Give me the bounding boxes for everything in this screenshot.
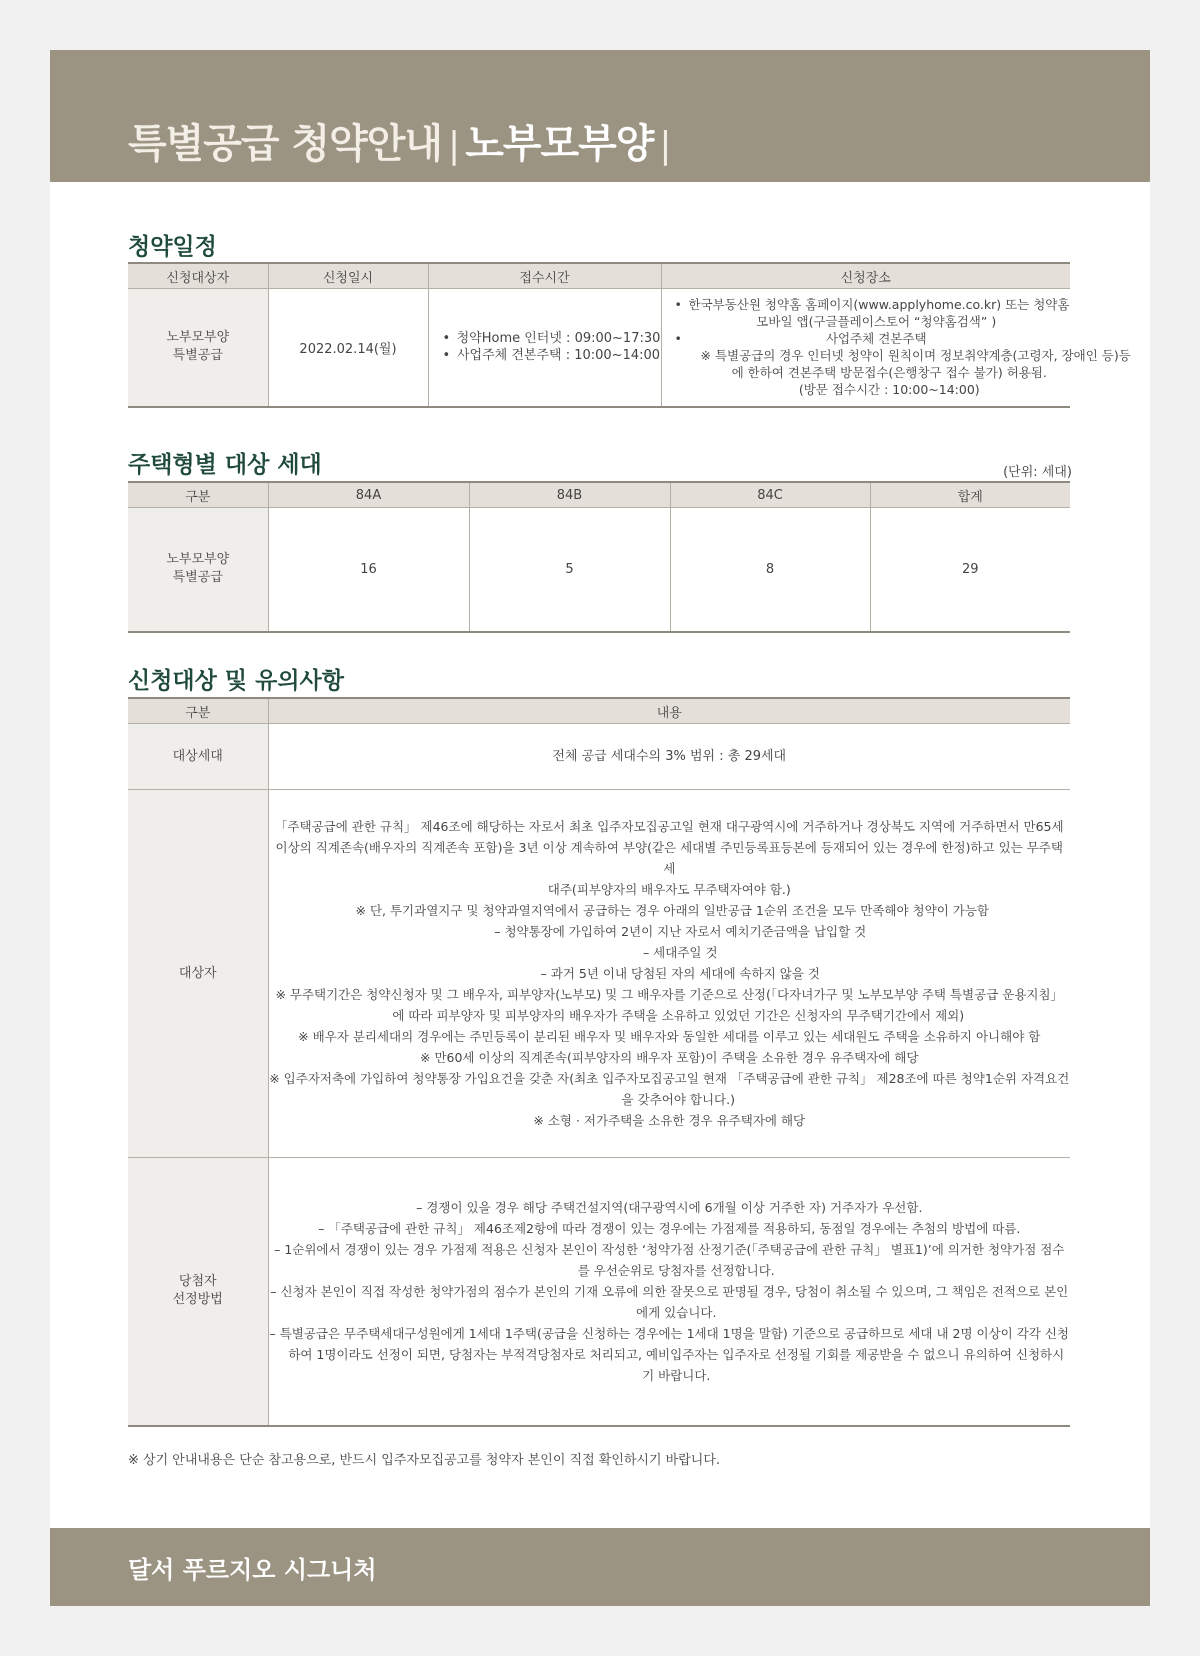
households-value-total: 29 [870, 508, 1070, 632]
schedule-table [128, 262, 1131, 408]
households-value-84c: 8 [670, 508, 870, 632]
eligibility-row-selection [128, 1158, 1070, 1426]
households-value-84a: 16 [268, 508, 469, 632]
schedule-place-note-1: ※ 특별공급의 경우 인터넷 청약이 원칙이며 정보취약계층(고령자, 장애인 등)등 [700, 348, 1131, 364]
eligibility-col-type: 구분 [128, 698, 268, 724]
households-title: 주택형별 대상 세대 [128, 451, 322, 478]
schedule-target-line2: 특별공급 [172, 348, 223, 364]
households-col-84a: 84A [268, 482, 469, 508]
selection-line-2: – 「주택공급에 관한 규칙」 제46조제2항에 따라 경쟁이 있는 경우에는 가점제를 적용하되, 동점일 경우에는 추첨의 방법에 따름. [318, 1220, 1021, 1236]
households-value-84b: 5 [469, 508, 670, 632]
eligibility-applicant-label: 대상자 [128, 790, 268, 1158]
eligibility-table [128, 697, 1070, 1427]
schedule-col-date: 신청일시 [268, 263, 428, 289]
applicant-line-2: 이상의 직계존속(배우자의 직계존속 포함)을 3년 이상 계속하여 부양(같은 세대별 주민등록표등본에 등재되어 있는 경우에 한정)하고 있는 무주택 세 [275, 840, 1063, 876]
eligibility-row-applicant [128, 790, 1070, 1158]
households-col-total: 합계 [870, 482, 1070, 508]
households-table [128, 481, 1070, 633]
households-label-line2: 특별공급 [172, 570, 223, 586]
schedule-place-cell [661, 289, 1131, 407]
schedule-col-time: 접수시간 [428, 263, 661, 289]
schedule-date: 2022.02.14(월) [268, 289, 428, 407]
households-row [128, 508, 1070, 632]
eligibility-col-content: 내용 [268, 698, 1070, 724]
title-end-separator: | [659, 125, 671, 166]
page [50, 50, 1150, 1606]
selection-line-1: – 경쟁이 있을 경우 해당 주택건설지역(대구광역시에 6개월 이상 거주한 자) 거주자가 우선함. [416, 1199, 923, 1215]
applicant-line-7: – 과거 5년 이내 당첨된 자의 세대에 속하지 않을 것 [540, 966, 820, 981]
eligibility-applicant-content [268, 790, 1070, 1158]
selection-line-4: – 신청자 본인이 직접 작성한 청약가점의 점수가 본인의 기재 오류에 의한 잘못으로 판명될 경우, 당첨이 취소될 수 있으며, 그 책임은 전적으로 본인에게 있습니다. [270, 1283, 1069, 1320]
eligibility-row-households [128, 724, 1070, 790]
footer-band [50, 1528, 1150, 1606]
schedule-place-note-2: 에 한하여 견본주택 방문접수(은행창구 접수 불가) 허용됨. [731, 365, 1047, 381]
eligibility-households-label: 대상세대 [128, 724, 268, 790]
eligibility-households-content: 전체 공급 세대수의 3% 범위 : 총 29세대 [268, 724, 1070, 790]
schedule-header-row [128, 263, 1070, 289]
applicant-line-11: ※ 입주자저축에 가입하여 청약통장 가입요건을 갖춘 자(최초 입주자모집공고일 현재 「주택공급에 관한 규칙」 제28조에 따른 청약1순위 자격요건을 갖추어야 합니다.) [269, 1071, 1070, 1107]
households-col-84c: 84C [670, 482, 870, 508]
eligibility-selection-label [128, 1158, 268, 1426]
applicant-line-12: ※ 소형 · 저가주택을 소유한 경우 유주택자에 해당 [533, 1113, 806, 1128]
schedule-place-1 [675, 296, 1070, 313]
applicant-line-8: ※ 무주택기간은 청약신청자 및 그 배우자, 피부양자(노부모) 및 그 배우자를 기준으로 산정(「다자녀가구 및 노부모부양 주택 특별공급 운용지침」 에 따라 피부양자 및 피부양자의 배우자가 주택을 소유하고 있었던 기간은 신청자의 무주택기간에서 제외) [275, 987, 1064, 1023]
schedule-row [128, 289, 1070, 407]
schedule-col-place: 신청장소 [661, 263, 1070, 289]
applicant-line-10: ※ 만60세 이상의 직계존속(피부양자의 배우자 포함)이 주택을 소유한 경우 유주택자에 해당 [420, 1050, 919, 1065]
eligibility-title: 신청대상 및 유의사항 [128, 667, 344, 694]
schedule-target-cell [128, 289, 268, 407]
footer-title: 달서 푸르지오 시그니처 [128, 1556, 377, 1584]
applicant-line-5: – 청약통장에 가입하여 2년이 지난 자로서 예치기준금액을 납입할 것 [494, 924, 867, 939]
applicant-line-1: 「주택공급에 관한 규칙」 제46조에 해당하는 자로서 최초 입주자모집공고일 현재 대구광역시에 거주하거나 경상북도 지역에 거주하면서 만65세 [274, 819, 1064, 834]
eligibility-header-row [128, 698, 1070, 724]
households-unit: (단위: 세대) [1003, 465, 1072, 480]
disclaimer-note: ※ 상기 안내내용은 단순 참고용으로, 반드시 입주자모집공고를 청약자 본인이 직접 확인하시기 바랍니다. [128, 1453, 721, 1468]
schedule-place-2: • 사업주체 견본주택 [675, 330, 1065, 347]
title-separator: | [448, 125, 460, 166]
households-label-cell [128, 508, 268, 632]
schedule-times-cell [428, 289, 661, 407]
households-label-line1: 노부모부양 [166, 552, 230, 568]
schedule-time-internet: • 청약Home 인터넷 : 09:00~17:30 [443, 330, 661, 347]
schedule-time-model-house: • 사업주체 견본주택 : 10:00~14:00 [443, 347, 661, 364]
title-main: 특별공급 청약안내 [128, 121, 443, 167]
selection-line-3: – 1순위에서 경쟁이 있는 경우 가점제 적용은 신청자 본인이 작성한 ‘청약가점 산정기준(「주택공급에 관한 규칙」 별표1)’에 의거한 청약가점 점수를 우선순위로 당첨자를 선정합니다. [274, 1241, 1065, 1278]
header-band [50, 50, 1150, 182]
applicant-line-3: 대주(피부양자의 배우자도 무주택자여야 함.) [547, 882, 791, 897]
applicant-line-6: – 세대주일 것 [642, 945, 718, 960]
schedule-place-1a: 한국부동산원 청약홈 홈페이지(www.applyhome.co.kr) 또는 청약홈 [688, 297, 1070, 313]
page-title [128, 112, 677, 169]
schedule-col-target: 신청대상자 [128, 263, 268, 289]
selection-label-line2: 선정방법 [172, 1292, 223, 1308]
households-col-type: 구분 [128, 482, 268, 508]
households-col-84b: 84B [469, 482, 670, 508]
schedule-place-note-3: (방문 접수시간 : 10:00~14:00) [798, 382, 980, 398]
applicant-line-9: ※ 배우자 분리세대의 경우에는 주민등록이 분리된 배우자 및 배우자와 동일한 세대를 이루고 있는 세대원도 주택을 소유하지 아니해야 함 [298, 1029, 1041, 1044]
schedule-title: 청약일정 [128, 233, 217, 260]
schedule-place-1b: 모바일 앱(구글플레이스토어 “청약홈검색” ) [756, 314, 997, 330]
schedule-target-line1: 노부모부양 [166, 330, 230, 346]
applicant-line-4: ※ 단, 투기과열지구 및 청약과열지역에서 공급하는 경우 아래의 일반공급 1순위 조건을 모두 만족해야 청약이 가능함 [355, 903, 989, 918]
title-subtitle: 노부모부양 [465, 121, 654, 167]
selection-label-line1: 당첨자 [178, 1274, 217, 1290]
selection-line-5: – 특별공급은 무주택세대구성원에게 1세대 1주택(공급을 신청하는 경우에는 1세대 1명을 말함) 기준으로 공급하므로 세대 내 2명 이상이 각각 신청하여 1명이라도 선정이 되면, 당첨자는 부적격당첨자로 처리되고, 예비입주자는 입주자로 선정될 기회를 제공받을 수 없으니 유의하여 신청하시기 바랍니다. [269, 1325, 1070, 1383]
eligibility-selection-content [268, 1158, 1070, 1426]
households-header-row [128, 482, 1070, 508]
